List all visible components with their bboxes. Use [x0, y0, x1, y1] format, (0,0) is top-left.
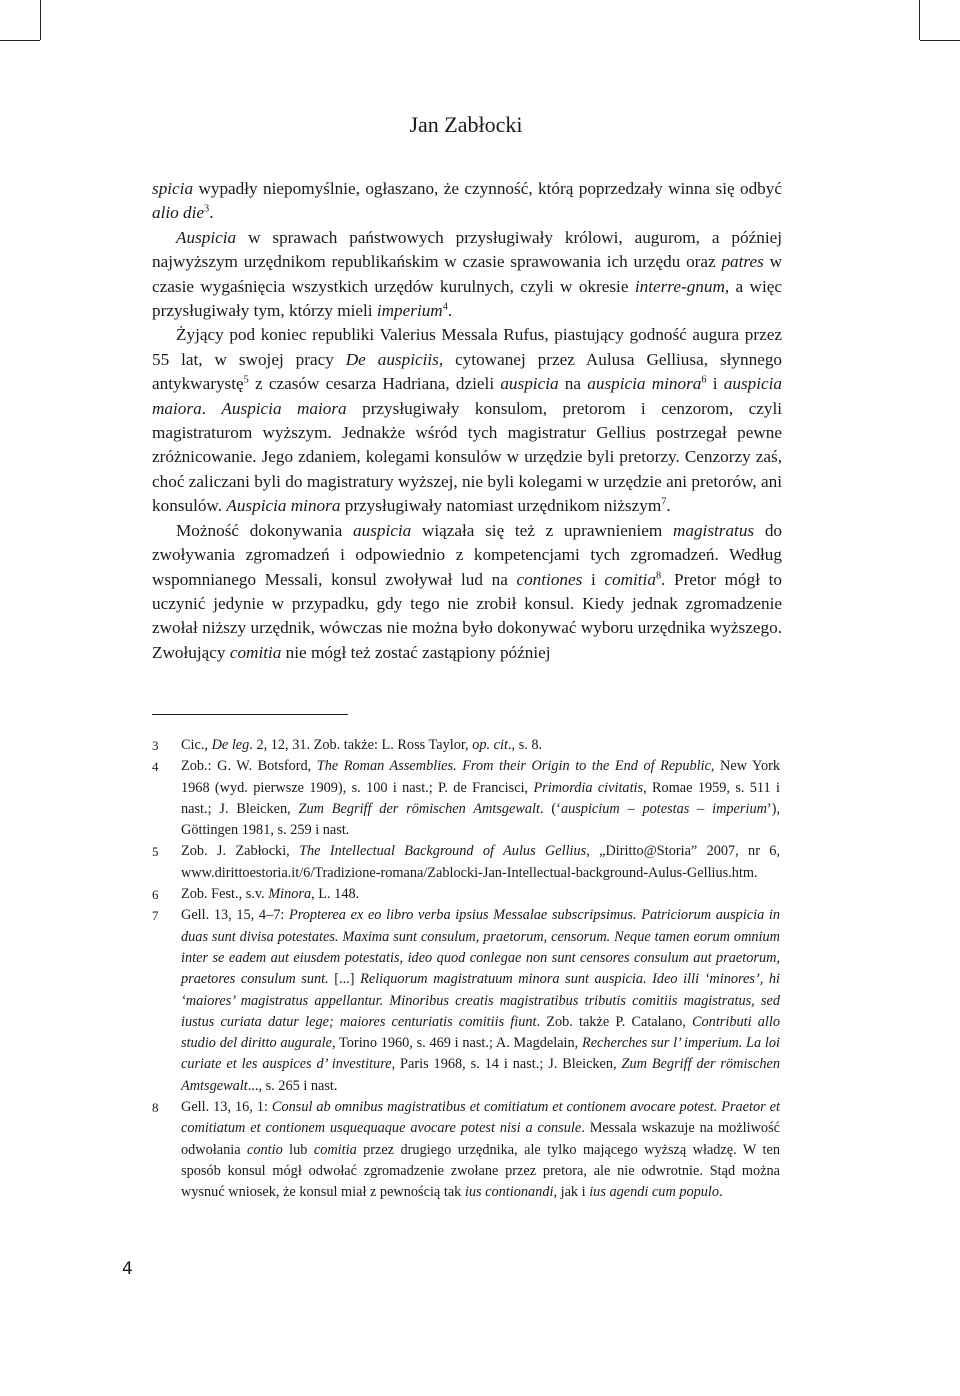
- italic-run: contiones: [516, 569, 583, 589]
- italic-run: comitia: [229, 642, 282, 662]
- text-run: Zob. Fest., s.v.: [181, 886, 269, 903]
- text-run: , Torino 1960, s. 469 i nast.; A. Magdelain,: [332, 1035, 582, 1052]
- footnote: [152, 735, 780, 756]
- crop-mark-top-right-v: [919, 0, 920, 40]
- text-run: [...]: [328, 971, 361, 988]
- italic-run: magistratus: [672, 520, 755, 540]
- text-run: ’), Göttingen 1981, s. 259 i nast.: [181, 800, 781, 839]
- crop-mark-top-left-v: [40, 0, 41, 40]
- footnote-ref: 4: [442, 301, 448, 313]
- footnote: [152, 1097, 780, 1203]
- footnote-number: 6: [152, 887, 159, 903]
- text-run: Możność dokonywania: [176, 520, 353, 540]
- footnote-separator: [152, 714, 348, 715]
- text-run: Żyjący pod koniec republiki Valerius Messala Rufus, piastujący godność augura przez 55 lat, w swojej pracy: [152, 325, 782, 369]
- text-run: na: [558, 374, 588, 394]
- text-run: , „Diritto@Storia” 2007, nr 6, www.dirittoestoria.it/6/Tradizione-romana/Zablocki-Jan-Intellectual-background-Aulus-Gellius.htm.: [181, 843, 780, 881]
- italic-run: auspicia minora: [587, 374, 702, 394]
- italic-run: imperium: [376, 301, 443, 321]
- text-run: i: [582, 569, 605, 589]
- footnote-number: 5: [152, 844, 159, 860]
- paragraph: [152, 226, 782, 324]
- text-run: .: [201, 398, 222, 418]
- text-run: Zob.: G. W. Botsford,: [181, 758, 317, 775]
- text-run: Gell. 13, 16, 1:: [181, 1099, 272, 1116]
- italic-run: alio die: [152, 203, 205, 223]
- text-run: . (‘: [540, 800, 561, 817]
- footnote: [152, 884, 780, 905]
- text-run: , New York 1968 (wyd. pierwsze 1909), s. 100 i nast.; P. de Francisci,: [181, 758, 780, 796]
- italic-run: The Roman Assemblies. From their Origin to the End of Republic: [316, 758, 711, 775]
- footnote-text: [181, 735, 780, 756]
- italic-run: comitia: [313, 1141, 357, 1158]
- footnote-number: 8: [152, 1100, 159, 1116]
- italic-run: contio: [246, 1141, 283, 1158]
- text-run: nie mógł też zostać zastąpiony później: [281, 642, 551, 662]
- italic-run: auspicium – potestas – imperium: [560, 800, 767, 817]
- text-run: ., s. 8.: [507, 737, 543, 753]
- crop-mark-top-left-h: [0, 40, 40, 41]
- text-run: .: [666, 496, 671, 516]
- italic-run: spicia: [152, 179, 194, 198]
- text-run: w czasie wygaśnięcia wszystkich urzędów kurulnych, czyli w okresie: [152, 252, 782, 296]
- italic-run: Primordia civitatis: [533, 779, 644, 796]
- text-run: wypadły niepomyślnie, ogłaszano, że czynność, którą poprzedzały winna się odbyć: [193, 179, 782, 198]
- text-run: .: [209, 203, 214, 223]
- main-text: [152, 177, 782, 665]
- text-run: przysługiwały konsulom, pretorom i cenzorom, czyli magistraturom wyższym. Jednakże wśród tych magistratur Gellius postrzegał pewne zróżnicowanie. Jego zdaniem, kolegami konsulów w urzędzie byli pretorzy. Cenzorzy zaś, choć zaliczani byli do magistratury wyższej, nie byli kolegami w urzędzie ani pretorów, ani konsulów.: [152, 398, 782, 516]
- footnote-number: 7: [152, 908, 159, 924]
- footnote: [152, 905, 780, 1097]
- italic-run: op. cit: [472, 737, 508, 753]
- footnotes: [152, 735, 780, 1204]
- paragraph: [152, 519, 782, 665]
- italic-run: auspicia maiora: [152, 374, 782, 418]
- paragraph: [152, 323, 782, 518]
- italic-run: De auspiciis: [345, 349, 439, 369]
- italic-run: Propterea ex eo libro verba ipsius Messalae subscripsimus. Patriciorum auspicia in duas sunt divisa potestates. Maxima sunt consulum, praetorum, censorum. Neque tamen eorum omnium inter se eadem aut eiusdem potestatis, ideo quod conlegae non sunt censores consulum aut praetorum, praetores consulum sunt.: [181, 907, 780, 988]
- italic-run: auspicia: [353, 520, 412, 540]
- italic-run: patres: [721, 252, 764, 272]
- text-run: , a więc przysługiwały tym, którzy mieli: [152, 276, 782, 321]
- italic-run: Auspicia: [176, 227, 237, 247]
- italic-run: Zum Begriff der römischen Amtsgewalt: [181, 1056, 780, 1094]
- italic-run: Reliquorum magistratuum minora sunt auspicia. Ideo illi ‘minores’, hi ‘maiores’ magistratus appellantur. Minoribus creatis magistratibus tributis comitiis magistratus, sed iustus curiata datur lege; maiores centuriatis comitiis fiunt: [181, 971, 780, 1030]
- italic-run: ius contionandi: [464, 1184, 554, 1201]
- text-run: . Messala wskazuje na możliwość odwołania: [181, 1120, 780, 1158]
- footnote-ref: 6: [701, 374, 707, 386]
- italic-run: De leg: [211, 737, 250, 753]
- footnote-text: [181, 884, 780, 905]
- text-run: w sprawach państwowych przysługiwały królowi, augurom, a później najwyższym urzędnikom republikańskim w czasie sprawowania ich urzędu oraz: [152, 227, 782, 272]
- footnote-ref: 5: [243, 374, 249, 386]
- page-number: 4: [122, 1259, 133, 1279]
- text-run: , L. 148.: [311, 886, 360, 903]
- text-run: . Pretor mógł to uczynić jedynie w przypadku, gdy tego nie zrobił konsul. Kiedy jednak zgromadzenie zwołał niższy urzędnik, wówczas nie można było dokonywać wyboru urzędnika wyższego. Zwołujący: [152, 569, 782, 662]
- text-run: . Zob. także P. Catalano,: [536, 1013, 692, 1030]
- paragraph: [152, 177, 782, 226]
- italic-run: The Intellectual Background of Aulus Gellius: [299, 843, 587, 860]
- text-run: przysługiwały natomiast urzędnikom niższym: [340, 496, 662, 516]
- italic-run: auspicia: [500, 374, 559, 394]
- italic-run: Auspicia minora: [226, 496, 341, 516]
- footnote-number: 4: [152, 759, 159, 775]
- italic-run: Consul ab omnibus magistratibus et comitiatum et contionem avocare potest. Praetor et comitiatum et contionem usquequaque avocare potest nisi a consule: [181, 1099, 780, 1137]
- text-run: , Paris 1968, s. 14 i nast.; J. Bleicken,: [391, 1056, 622, 1073]
- italic-run: ius agendi cum populo: [589, 1184, 720, 1201]
- text-run: z czasów cesarza Hadriana, dzieli: [248, 374, 501, 394]
- footnote-number: 3: [152, 738, 159, 753]
- italic-run: Minora: [268, 886, 312, 903]
- footnote-text: [181, 1097, 780, 1203]
- italic-run: Auspicia maiora: [221, 398, 347, 418]
- text-run: .: [447, 301, 453, 321]
- text-run: Zob. J. Zabłocki,: [181, 843, 300, 860]
- text-run: , Romae 1959, s. 511 i nast.; J. Bleicken,: [181, 779, 780, 817]
- footnote-ref: 8: [655, 569, 662, 581]
- footnote-text: [181, 756, 780, 841]
- text-run: , jak i: [553, 1184, 590, 1201]
- crop-mark-top-right-h: [920, 40, 960, 41]
- italic-run: Zum Begriff der römischen Amtsgewalt: [298, 800, 541, 817]
- text-run: Gell. 13, 15, 4–7:: [181, 907, 290, 924]
- text-run: lub: [282, 1141, 314, 1158]
- footnote: [152, 841, 780, 884]
- footnote-ref: 3: [204, 203, 210, 215]
- italic-run: Contributi allo studio del diritto augurale: [181, 1013, 780, 1052]
- text-run: . 2, 12, 31. Zob. także: L. Ross Taylor,: [249, 737, 473, 753]
- text-run: przez drugiego urzędnika, ale tylko mającego wyższą władzę. W ten sposób konsul mógł odwołać zgromadzenie zwołane przez pretora, ale nie odwrotnie. Stąd można wysnuć wniosek, że konsul miał z pewnością tak: [181, 1141, 780, 1201]
- text-run: do zwoływania zgromadzeń i odpowiednio z kompetencjami tych zgromadzeń. Według wspomnianego Messali, konsul zwoływał lud na: [152, 520, 782, 589]
- text-run: i: [706, 374, 724, 394]
- footnote-text: [181, 905, 780, 1097]
- text-run: Cic.,: [181, 737, 212, 753]
- text-run: , cytowanej przez Aulusa Gelliusa, słynnego antykwarystę: [152, 349, 783, 394]
- italic-run: interre-gnum: [634, 276, 725, 296]
- italic-run: Recherches sur l’ imperium. La loi curiate et les auspices d’ investiture: [181, 1035, 780, 1073]
- italic-run: comitia: [604, 569, 656, 589]
- footnote: [152, 756, 780, 841]
- text-run: ..., s. 265 i nast.: [247, 1077, 338, 1094]
- running-header-author: Jan Zabłocki: [409, 112, 523, 137]
- text-run: .: [719, 1184, 723, 1201]
- footnote-text: [181, 841, 780, 884]
- text-run: wiązała się też z uprawnieniem: [411, 520, 673, 540]
- footnote-ref: 7: [661, 496, 667, 508]
